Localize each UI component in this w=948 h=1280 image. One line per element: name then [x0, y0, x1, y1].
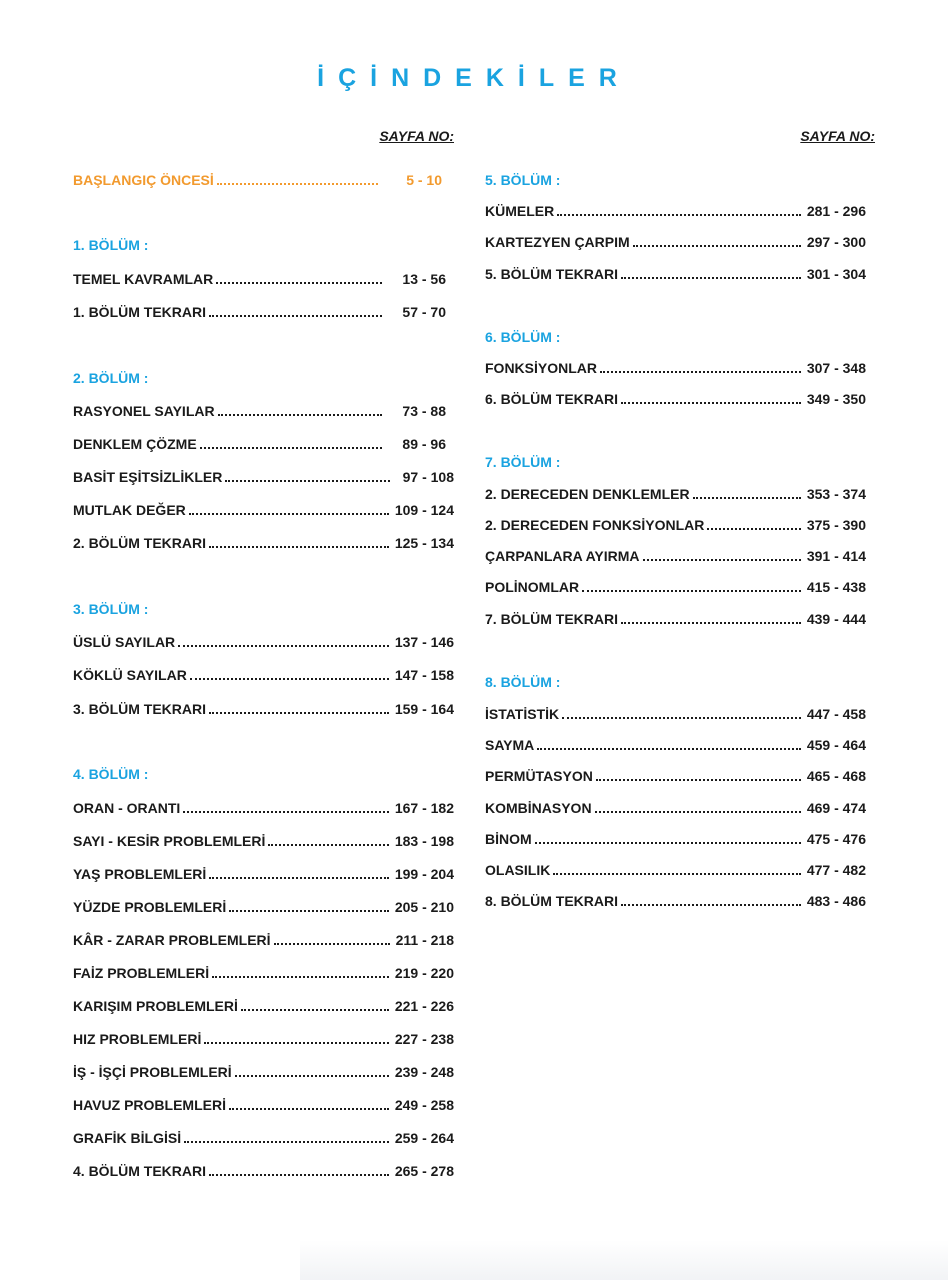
toc-entry-pages: 465 - 468 [806, 768, 866, 784]
toc-entry-pages: 249 - 258 [394, 1097, 454, 1113]
toc-entry-label: ÇARPANLARA AYIRMA [485, 548, 640, 564]
toc-entry-label: FAİZ PROBLEMLERİ [73, 965, 210, 981]
toc-entry-label: PERMÜTASYON [485, 768, 593, 784]
dot-leader [241, 1009, 389, 1011]
toc-entry[interactable] [485, 485, 875, 505]
toc-entry-label: KARIŞIM PROBLEMLERİ [73, 998, 238, 1014]
toc-entry-label: RASYONEL SAYILAR [73, 403, 215, 419]
toc-entry-label: KÜMELER [485, 203, 555, 219]
toc-entry-pages: 281 - 296 [806, 203, 866, 219]
dot-leader [229, 910, 389, 912]
toc-entry-label: 4. BÖLÜM TEKRARI [73, 1163, 206, 1179]
toc-entry-pages: 221 - 226 [394, 998, 454, 1014]
dot-leader [225, 480, 390, 482]
toc-entry-pages: 439 - 444 [806, 611, 866, 627]
toc-entry-pages: 259 - 264 [394, 1130, 454, 1146]
dot-leader [184, 1141, 389, 1143]
dot-leader [217, 183, 378, 185]
toc-entry-label: ORAN - ORANTI [73, 800, 181, 816]
dot-leader [212, 976, 389, 978]
toc-entry[interactable] [485, 202, 875, 222]
toc-entry-label: YÜZDE PROBLEMLERİ [73, 899, 227, 915]
toc-entry-pages: 477 - 482 [806, 862, 866, 878]
toc-entry-label: ÜSLÜ SAYILAR [73, 634, 176, 650]
toc-entry-label: 1. BÖLÜM TEKRARI [73, 304, 206, 320]
toc-entry[interactable] [485, 578, 875, 598]
toc-entry-pages: 183 - 198 [394, 833, 454, 849]
dot-leader [235, 1075, 389, 1077]
toc-entry[interactable] [73, 666, 454, 686]
dot-leader [204, 1042, 388, 1044]
toc-entry[interactable] [73, 799, 454, 819]
toc-entry-pages: 13 - 56 [402, 271, 446, 287]
toc-entry-label: SAYI - KESİR PROBLEMLERİ [73, 833, 266, 849]
toc-entry[interactable] [485, 547, 875, 567]
toc-entry-label: MUTLAK DEĞER [73, 502, 186, 518]
toc-entry-pages: 97 - 108 [402, 469, 454, 485]
toc-entry[interactable] [73, 1162, 454, 1182]
dot-leader [200, 447, 382, 449]
dot-leader [596, 779, 801, 781]
toc-entry[interactable] [485, 516, 875, 536]
toc-entry-label: FONKSİYONLAR [485, 360, 597, 376]
toc-entry[interactable] [73, 1030, 454, 1050]
toc-entry[interactable] [485, 861, 875, 881]
toc-entry[interactable] [485, 233, 875, 253]
toc-entry-pages: 447 - 458 [806, 706, 866, 722]
toc-entry-label: KOMBİNASYON [485, 800, 592, 816]
toc-entry-label: YAŞ PROBLEMLERİ [73, 866, 207, 882]
toc-entry-pages: 5 - 10 [406, 172, 442, 188]
toc-entry[interactable] [73, 832, 454, 852]
section-heading: 3. BÖLÜM : [73, 601, 149, 617]
dot-leader [274, 943, 390, 945]
dot-leader [633, 245, 801, 247]
dot-leader [621, 402, 801, 404]
page-title: İÇİNDEKİLER [317, 64, 631, 92]
page-no-header-right: SAYFA NO: [800, 128, 875, 144]
dot-leader [229, 1108, 389, 1110]
toc-entry[interactable] [485, 830, 875, 850]
toc-entry-label: İŞ - İŞÇİ PROBLEMLERİ [73, 1064, 232, 1080]
dot-leader [621, 622, 801, 624]
toc-entry-label: 2. BÖLÜM TEKRARI [73, 535, 206, 551]
toc-entry-label: KARTEZYEN ÇARPIM [485, 234, 630, 250]
toc-entry-pages: 109 - 124 [394, 502, 454, 518]
toc-entry-label: POLİNOMLAR [485, 579, 580, 595]
dot-leader [189, 513, 389, 515]
toc-entry[interactable] [73, 931, 454, 951]
toc-entry-pages: 137 - 146 [394, 634, 454, 650]
toc-entry-label: DENKLEM ÇÖZME [73, 436, 197, 452]
toc-entry[interactable] [73, 303, 454, 323]
toc-entry[interactable] [73, 997, 454, 1017]
dot-leader [209, 546, 389, 548]
dot-leader [209, 1174, 389, 1176]
toc-entry[interactable] [73, 1096, 454, 1116]
toc-entry[interactable] [485, 892, 875, 912]
toc-entry-pages: 57 - 70 [402, 304, 446, 320]
toc-entry-label: BASİT EŞİTSİZLİKLER [73, 469, 223, 485]
toc-entry-pages: 349 - 350 [806, 391, 866, 407]
toc-entry-label: SAYMA [485, 737, 535, 753]
dot-leader [209, 712, 389, 714]
toc-entry[interactable] [485, 390, 875, 410]
toc-entry-pages: 147 - 158 [394, 667, 454, 683]
dot-leader [621, 904, 801, 906]
toc-entry-pages: 89 - 96 [402, 436, 446, 452]
toc-entry-label: 8. BÖLÜM TEKRARI [485, 893, 618, 909]
toc-entry-pages: 459 - 464 [806, 737, 866, 753]
toc-entry-pages: 475 - 476 [806, 831, 866, 847]
page-bottom-shadow [300, 1240, 948, 1280]
dot-leader [707, 528, 800, 530]
toc-entry[interactable] [73, 435, 454, 455]
dot-leader [178, 645, 389, 647]
toc-entry-pages: 307 - 348 [806, 360, 866, 376]
toc-entry-label: BAŞLANGIÇ ÖNCESİ [73, 172, 214, 188]
toc-entry-pages: 159 - 164 [394, 701, 454, 717]
toc-entry-pages: 219 - 220 [394, 965, 454, 981]
toc-entry-label: 2. DERECEDEN DENKLEMLER [485, 486, 690, 502]
dot-leader [190, 678, 389, 680]
toc-entry-pages: 353 - 374 [806, 486, 866, 502]
toc-entry-label: TEMEL KAVRAMLAR [73, 271, 214, 287]
section-heading: 7. BÖLÜM : [485, 454, 561, 470]
toc-entry[interactable] [485, 610, 875, 630]
dot-leader [553, 873, 800, 875]
toc-entry[interactable] [73, 402, 454, 422]
dot-leader [537, 748, 801, 750]
page-no-header-left: SAYFA NO: [379, 128, 454, 144]
toc-entry-pages: 415 - 438 [806, 579, 866, 595]
toc-entry[interactable] [485, 767, 875, 787]
toc-entry-label: İSTATİSTİK [485, 706, 560, 722]
dot-leader [209, 315, 382, 317]
toc-entry-pages: 205 - 210 [394, 899, 454, 915]
toc-entry-pages: 211 - 218 [395, 932, 454, 948]
toc-entry-label: 2. DERECEDEN FONKSİYONLAR [485, 517, 705, 533]
toc-entry-label: 7. BÖLÜM TEKRARI [485, 611, 618, 627]
toc-entry[interactable] [73, 468, 454, 488]
toc-entry-label: HAVUZ PROBLEMLERİ [73, 1097, 226, 1113]
toc-entry-label: GRAFİK BİLGİSİ [73, 1130, 182, 1146]
dot-leader [183, 811, 389, 813]
section-heading: 1. BÖLÜM : [73, 237, 149, 253]
dot-leader [209, 877, 389, 879]
toc-entry[interactable] [73, 865, 454, 885]
toc-entry[interactable] [73, 633, 454, 653]
dot-leader [216, 282, 382, 284]
dot-leader [693, 497, 801, 499]
toc-entry[interactable] [485, 736, 875, 756]
dot-leader [562, 717, 801, 719]
toc-entry-label: BİNOM [485, 831, 532, 847]
toc-entry[interactable] [73, 964, 454, 984]
toc-entry-pages: 301 - 304 [806, 266, 866, 282]
toc-entry-pages: 483 - 486 [806, 893, 866, 909]
dot-leader [600, 371, 801, 373]
dot-leader [595, 811, 801, 813]
toc-entry[interactable] [73, 534, 454, 554]
toc-entry-pages: 167 - 182 [394, 800, 454, 816]
toc-entry-pages: 297 - 300 [806, 234, 866, 250]
toc-entry-pages: 73 - 88 [402, 403, 446, 419]
dot-leader [535, 842, 801, 844]
toc-entry-label: OLASILIK [485, 862, 551, 878]
toc-entry[interactable] [485, 799, 875, 819]
toc-entry[interactable] [485, 265, 875, 285]
toc-entry[interactable] [73, 700, 454, 720]
toc-entry[interactable] [73, 1129, 454, 1149]
section-heading: 4. BÖLÜM : [73, 766, 149, 782]
dot-leader [621, 277, 801, 279]
toc-entry-label: 6. BÖLÜM TEKRARI [485, 391, 618, 407]
dot-leader [643, 559, 801, 561]
dot-leader [582, 590, 801, 592]
toc-entry[interactable] [73, 501, 454, 521]
toc-entry-label: 5. BÖLÜM TEKRARI [485, 266, 618, 282]
toc-entry[interactable] [73, 270, 454, 290]
toc-entry-label: KÖKLÜ SAYILAR [73, 667, 187, 683]
toc-entry-pages: 199 - 204 [394, 866, 454, 882]
toc-entry-label: HIZ PROBLEMLERİ [73, 1031, 202, 1047]
toc-entry-pages: 239 - 248 [394, 1064, 454, 1080]
section-heading: 2. BÖLÜM : [73, 370, 149, 386]
section-heading: 5. BÖLÜM : [485, 172, 561, 188]
dot-leader [557, 214, 801, 216]
section-heading: 8. BÖLÜM : [485, 674, 561, 690]
toc-entry-pages: 125 - 134 [394, 535, 454, 551]
toc-entry-pages: 227 - 238 [394, 1031, 454, 1047]
dot-leader [268, 844, 388, 846]
dot-leader [218, 414, 382, 416]
toc-entry-label: KÂR - ZARAR PROBLEMLERİ [73, 932, 271, 948]
toc-entry[interactable] [485, 359, 875, 379]
toc-entry-pages: 375 - 390 [806, 517, 866, 533]
toc-entry-pages: 391 - 414 [806, 548, 866, 564]
toc-entry-start[interactable] [73, 171, 454, 191]
toc-entry-pages: 265 - 278 [394, 1163, 454, 1179]
toc-entry[interactable] [73, 1063, 454, 1083]
toc-entry-pages: 469 - 474 [806, 800, 866, 816]
section-heading: 6. BÖLÜM : [485, 329, 561, 345]
toc-entry-label: 3. BÖLÜM TEKRARI [73, 701, 206, 717]
toc-entry[interactable] [73, 898, 454, 918]
toc-entry[interactable] [485, 705, 875, 725]
